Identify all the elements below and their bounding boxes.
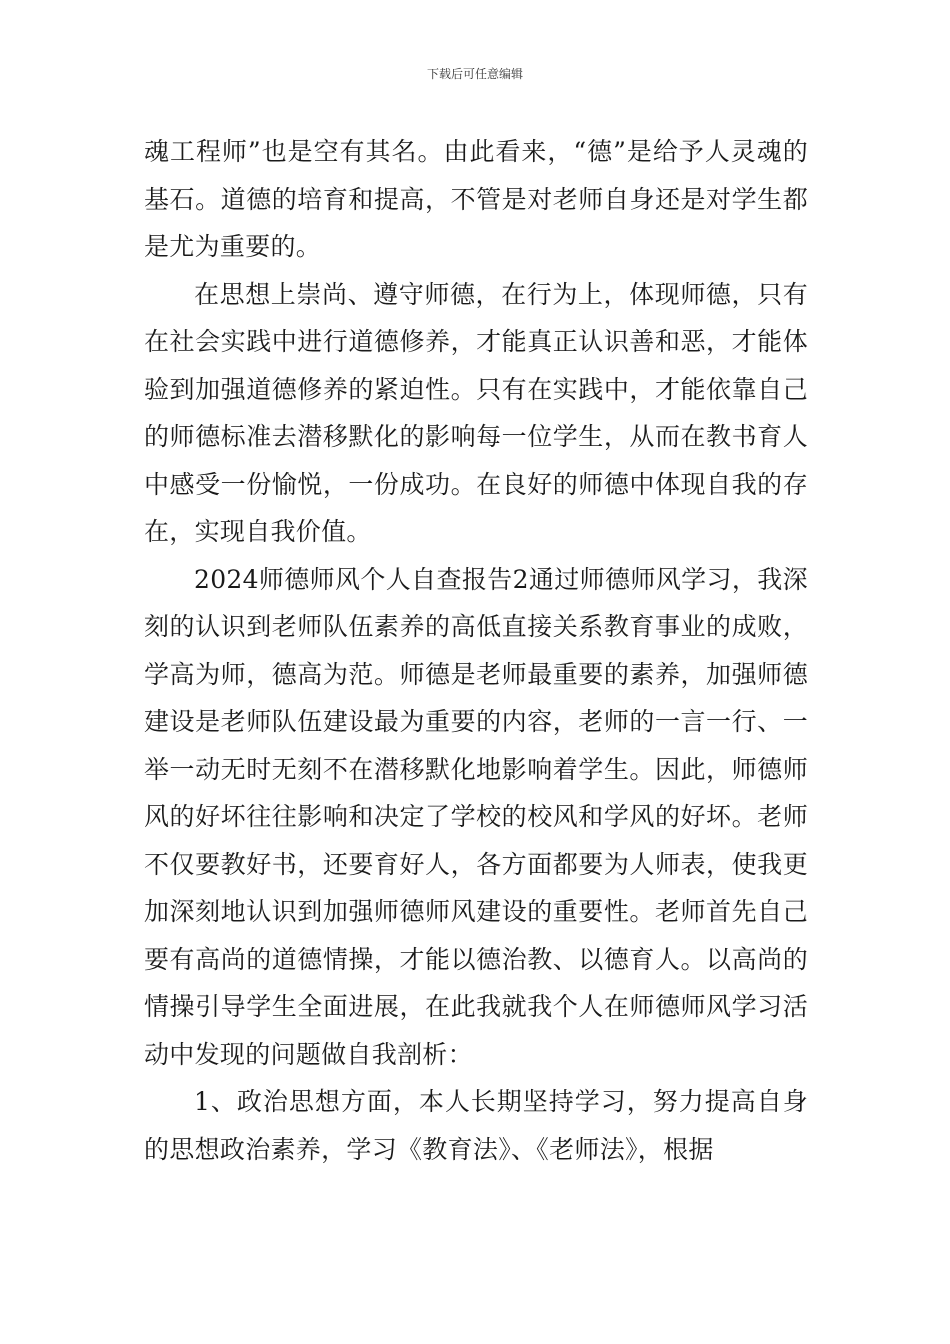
paragraph-2: 在思想上崇尚、遵守师德，在行为上，体现师德，只有在社会实践中进行道德修养，才能真正认识善和恶，才能体验到加强道德修养的紧迫性。只有在实践中，才能依靠自己的师德标准去潜移默化的影响每一位学生，从而在教书育人中感受一份愉悦，一份成功。在良好的师德中体现自我的存在，实现自我价值。: [144, 279, 808, 546]
paragraph-1: 魂工程师”也是空有其名。由此看来，“德”是给予人灵魂的基石。道德的培育和提高，不管是对老师自身还是对学生都是尤为重要的。: [144, 137, 808, 261]
page-header: 下载后可任意编辑: [426, 67, 523, 81]
document-body: [144, 128, 808, 1173]
paragraph-3: 2024师德师风个人自查报告2通过师德师风学习，我深刻的认识到老师队伍素养的高低直接关系教育事业的成败，学高为师，德高为范。师德是老师最重要的素养，加强师德建设是老师队伍建设最为重要的内容，老师的一言一行、一举一动无时无刻不在潜移默化地影响着学生。因此，师德师风的好坏往往影响和决定了学校的校风和学风的好坏。老师不仅要教好书，还要育好人，各方面都要为人师表，使我更加深刻地认识到加强师德师风建设的重要性。老师首先自己要有高尚的道德情操，才能以德治教、以德育人。以高尚的情操引导学生全面进展，在此我就我个人在师德师风学习活动中发现的问题做自我剖析：: [144, 564, 808, 1069]
paragraph-4: 1、政治思想方面，本人长期坚持学习，努力提高自身的思想政治素养，学习《教育法》、《老师法》，根据: [144, 1087, 808, 1164]
